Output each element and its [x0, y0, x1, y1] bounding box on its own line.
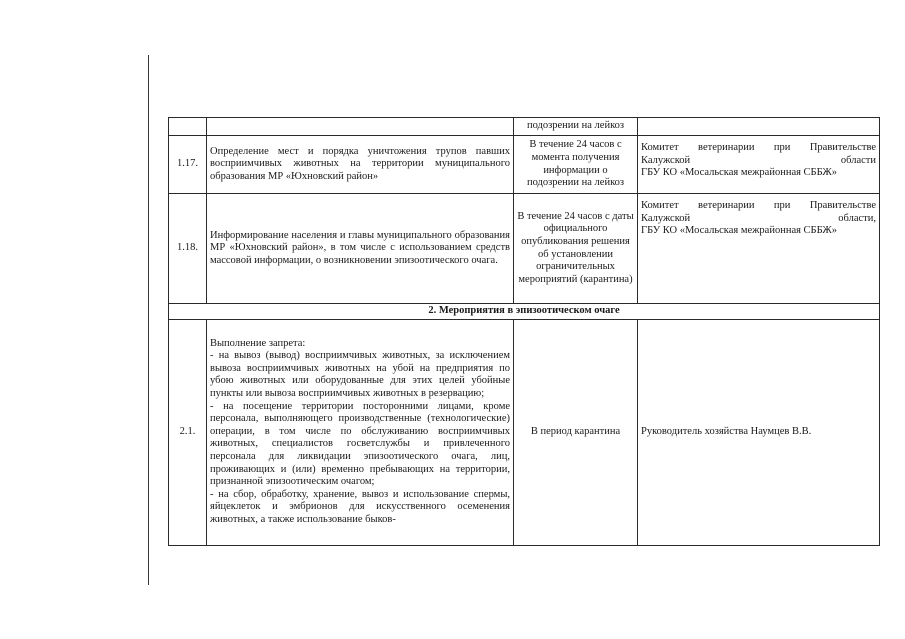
section-header-row: [169, 304, 880, 320]
page-edge-line: [148, 55, 149, 585]
responsible-line-1: Комитет ветеринарии при Правительстве Калужской области,: [641, 200, 876, 224]
cell-term: подозрении на лейкоз: [514, 118, 638, 136]
responsible-line-2: ГБУ КО «Мосальская межрайонная СББЖ»: [641, 225, 838, 237]
description-item: - на сбор, обработку, хранение, вывоз и использование спермы, яйцеклеток и эмбрионов для искусственного осеменения животных, а также использование быков-: [210, 488, 510, 525]
row-responsible: Руководитель хозяйства Наумцев В.В.: [638, 319, 880, 545]
row-term: В течение 24 часов с момента получения информации о подозрении на лейкоз: [514, 136, 638, 194]
description-item: - на вывоз (вывод) восприимчивых животных, за исключением вывоза восприимчивых животных на убой на предприятия по убою животных или оборудованные для этих целей убойные пункты или вывоза восприимчивых животных в резервацию;: [210, 350, 510, 400]
description-intro: Выполнение запрета:: [210, 337, 306, 349]
row-responsible: [638, 136, 880, 194]
description-item: - на посещение территории посторонними лицами, кроме персонала, выполняющего производственные (технологические) операции, в том числе по обслуживанию восприимчивых животных, специалистов госветслужбы и привлеченного персонала для ликвидации эпизоотического очага, лиц, проживающих и (или) временно пребывающих на территории, признанной эпизоотическим очагом;: [210, 400, 510, 488]
table-row-1-17: [169, 136, 880, 194]
row-number: 1.18.: [169, 194, 207, 304]
table-row-2-1: [169, 319, 880, 545]
measures-table: [168, 117, 880, 546]
row-description: Информирование населения и главы муниципального образования МР «Юхновский район», в том числе с использованием средств массовой информации, о возникновении эпизоотического очага.: [207, 194, 514, 304]
cell-resp-empty: [638, 118, 880, 136]
row-description: [207, 319, 514, 545]
responsible-line-2: ГБУ КО «Мосальская межрайонная СББЖ»: [641, 167, 838, 179]
row-number: 1.17.: [169, 136, 207, 194]
cell-desc-empty: [207, 118, 514, 136]
responsible-line-1: Комитет ветеринарии при Правительстве Калужской области: [641, 142, 876, 166]
row-term: В течение 24 часов с даты официального опубликования решения об установлении ограничительных мероприятий (карантина): [514, 194, 638, 304]
cell-num-empty: [169, 118, 207, 136]
row-term: В период карантина: [514, 319, 638, 545]
section-title: 2. Мероприятия в эпизоотическом очаге: [169, 304, 880, 320]
row-number: 2.1.: [169, 319, 207, 545]
table-row-continuation: [169, 118, 880, 136]
table-row-1-18: [169, 194, 880, 304]
row-description: Определение мест и порядка уничтожения трупов павших восприимчивых животных на территории муниципального образования МР «Юхновский район»: [207, 136, 514, 194]
row-responsible: [638, 194, 880, 304]
